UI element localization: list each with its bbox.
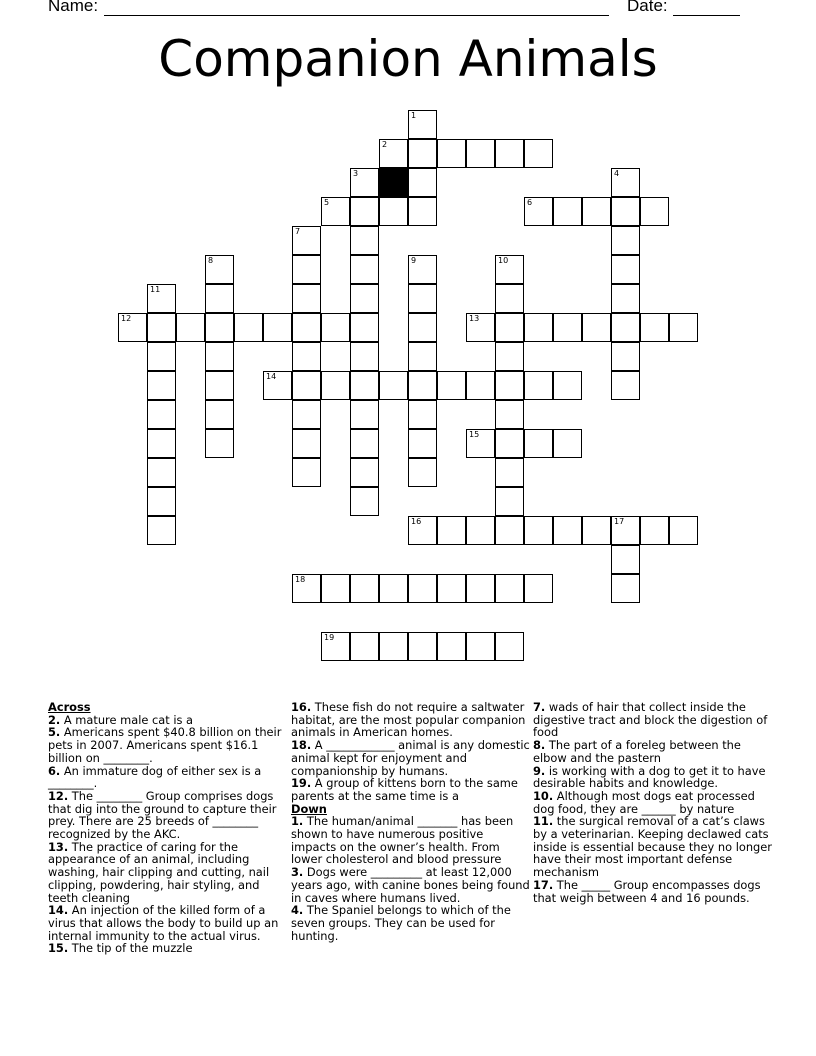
clue-item-number: 2.	[48, 712, 61, 727]
crossword-cell[interactable]	[611, 342, 640, 371]
crossword-cell[interactable]	[379, 139, 408, 168]
clue-item-number: 4.	[291, 903, 304, 918]
crossword-cell[interactable]	[611, 371, 640, 400]
crossword-cell[interactable]	[495, 458, 524, 487]
crossword-cell[interactable]	[466, 371, 495, 400]
crossword-cell[interactable]	[437, 371, 466, 400]
clue-number: 5	[324, 198, 330, 207]
clue-number: 7	[295, 227, 301, 236]
crossword-cell[interactable]	[524, 139, 553, 168]
crossword-cell[interactable]	[350, 197, 379, 226]
crossword-cell[interactable]	[524, 516, 553, 545]
clue-item-text: The ________ Group comprises dogs that dig into the ground to capture their prey. There are 25 breeds of ________ recognized by the AKC.	[48, 788, 277, 842]
clue-item-text: The tip of the muzzle	[68, 941, 193, 956]
crossword-cell[interactable]	[205, 342, 234, 371]
crossword-cell[interactable]	[379, 371, 408, 400]
crossword-cell[interactable]	[495, 284, 524, 313]
crossword-cell[interactable]	[292, 371, 321, 400]
clue-number: 11	[150, 285, 161, 294]
crossword-cell[interactable]	[408, 429, 437, 458]
clue-item-text: The human/animal _______ has been shown to have numerous positive impacts on the owner’s health. From lower cholesterol and blood pressure	[291, 814, 514, 867]
crossword-cell[interactable]	[292, 400, 321, 429]
clue-item	[291, 904, 531, 942]
crossword-cell[interactable]	[408, 197, 437, 226]
crossword-cell[interactable]	[495, 516, 524, 545]
clue-item-text: A mature male cat is a	[60, 712, 194, 727]
clue-number: 12	[121, 314, 132, 323]
crossword-cell[interactable]	[350, 574, 379, 603]
clue-number: 19	[324, 633, 335, 642]
crossword-cell[interactable]	[205, 284, 234, 313]
clue-item-number: 19.	[291, 776, 312, 791]
clue-item	[533, 739, 773, 764]
crossword-cell[interactable]	[553, 371, 582, 400]
crossword-cell[interactable]	[611, 255, 640, 284]
crossword-cell[interactable]	[408, 255, 437, 284]
clue-number: 17	[614, 517, 625, 526]
clue-number: 18	[295, 575, 306, 584]
crossword-cell[interactable]	[495, 429, 524, 458]
crossword-cell[interactable]	[611, 197, 640, 226]
clue-number: 6	[527, 198, 533, 207]
clue-item-text: The practice of caring for the appearance of an animal, including washing, hair clipping and cutting, nail clipping, powdering, hair styling, and teeth cleaning	[48, 839, 270, 905]
clue-item-number: 9.	[533, 763, 546, 778]
crossword-cell[interactable]	[408, 574, 437, 603]
crossword-cell[interactable]	[292, 284, 321, 313]
crossword-cell[interactable]	[495, 342, 524, 371]
crossword-cell[interactable]	[408, 371, 437, 400]
clue-item	[48, 726, 288, 764]
clue-item-text: A ____________ animal is any domestic animal kept for enjoyment and companionship by humans.	[291, 738, 530, 778]
crossword-cell[interactable]	[553, 313, 582, 342]
crossword-cell[interactable]	[350, 458, 379, 487]
crossword-cell[interactable]	[669, 313, 698, 342]
clue-item	[48, 790, 288, 841]
crossword-cell[interactable]	[350, 255, 379, 284]
crossword-cell[interactable]	[582, 197, 611, 226]
crossword-cell[interactable]	[292, 313, 321, 342]
crossword-cell[interactable]	[582, 313, 611, 342]
crossword-cell[interactable]	[524, 429, 553, 458]
date-label: Date:	[627, 0, 673, 15]
crossword-cell[interactable]	[495, 574, 524, 603]
crossword-cell[interactable]	[379, 197, 408, 226]
crossword-cell[interactable]	[350, 342, 379, 371]
crossword-cell[interactable]	[379, 632, 408, 661]
crossword-cell[interactable]	[292, 458, 321, 487]
crossword-cell[interactable]	[350, 168, 379, 197]
crossword-cell[interactable]	[408, 110, 437, 139]
clue-item-number: 17.	[533, 877, 554, 892]
crossword-cell[interactable]	[350, 487, 379, 516]
crossword-cell[interactable]	[611, 545, 640, 574]
clue-column-3	[533, 701, 773, 904]
crossword-cell[interactable]	[669, 516, 698, 545]
clue-item-text: Americans spent $40.8 billion on their pets in 2007. Americans spent $16.1 billion on ________.	[48, 725, 282, 765]
clue-item-text: The Spaniel belongs to which of the seven groups. They can be used for hunting.	[291, 903, 511, 943]
clue-item-number: 5.	[48, 725, 61, 740]
clue-item	[291, 815, 531, 866]
crossword-cell[interactable]	[321, 632, 350, 661]
crossword-cell[interactable]	[147, 429, 176, 458]
clue-column-2	[291, 701, 531, 942]
clue-item	[291, 739, 531, 777]
clue-item-text: A group of kittens born to the same parents at the same time is a	[291, 776, 518, 803]
crossword-cell[interactable]	[437, 139, 466, 168]
clue-item-text: These fish do not require a saltwater habitat, are the most popular companion animals in American homes.	[291, 700, 526, 740]
crossword-cell[interactable]	[147, 487, 176, 516]
crossword-cell[interactable]	[118, 313, 147, 342]
clue-number: 10	[498, 256, 509, 265]
crossword-cell[interactable]	[147, 458, 176, 487]
crossword-cell[interactable]	[176, 313, 205, 342]
crossword-cell[interactable]	[640, 197, 669, 226]
puzzle-title: Companion Animals	[158, 30, 658, 88]
crossword-cell[interactable]	[205, 400, 234, 429]
clue-item-text: The _____ Group encompasses dogs that weigh between 4 and 16 pounds.	[533, 877, 761, 905]
crossword-cell[interactable]	[292, 429, 321, 458]
clue-number: 9	[411, 256, 417, 265]
crossword-cell[interactable]	[350, 429, 379, 458]
clue-item-number: 6.	[48, 763, 61, 778]
clue-item	[291, 701, 531, 739]
clue-item-text: wads of hair that collect inside the digestive tract and block the digestion of food	[533, 700, 768, 740]
crossword-cell[interactable]	[640, 516, 669, 545]
crossword-cell[interactable]	[350, 371, 379, 400]
clue-number: 16	[411, 517, 422, 526]
crossword-cell[interactable]	[350, 284, 379, 313]
crossword-cell[interactable]	[292, 226, 321, 255]
crossword-cell[interactable]	[611, 313, 640, 342]
crossword-cell[interactable]	[292, 255, 321, 284]
clue-item-text: Although most dogs eat processed dog food, they are ______ by nature	[533, 788, 755, 816]
crossword-cell[interactable]	[611, 168, 640, 197]
clue-item-number: 15.	[48, 941, 69, 956]
crossword-cell[interactable]	[234, 313, 263, 342]
crossword-cell[interactable]	[263, 313, 292, 342]
clue-item-number: 7.	[533, 700, 546, 714]
crossword-cell[interactable]	[611, 226, 640, 255]
crossword-cell[interactable]	[524, 313, 553, 342]
crossword-cell[interactable]	[553, 516, 582, 545]
crossword-cell[interactable]	[263, 371, 292, 400]
crossword-cell[interactable]	[321, 197, 350, 226]
clue-item	[533, 701, 773, 739]
crossword-cell[interactable]	[321, 371, 350, 400]
crossword-cell[interactable]	[350, 313, 379, 342]
clue-item-number: 10.	[533, 788, 554, 803]
crossword-cell[interactable]	[495, 400, 524, 429]
crossword-cell[interactable]	[321, 313, 350, 342]
crossword-cell[interactable]	[408, 632, 437, 661]
crossword-cell[interactable]	[205, 429, 234, 458]
crossword-cell[interactable]	[408, 168, 437, 197]
down-heading: Down	[291, 801, 327, 816]
clue-number: 3	[353, 169, 359, 178]
crossword-cell[interactable]	[466, 516, 495, 545]
crossword-cell[interactable]	[147, 371, 176, 400]
crossword-cell[interactable]	[205, 371, 234, 400]
clue-item	[533, 879, 773, 904]
crossword-cell[interactable]	[611, 516, 640, 545]
crossword-cell[interactable]	[292, 574, 321, 603]
crossword-cell[interactable]	[640, 313, 669, 342]
crossword-cell[interactable]	[611, 284, 640, 313]
crossword-cell[interactable]	[495, 255, 524, 284]
across-heading: Across	[48, 700, 91, 714]
crossword-cell[interactable]	[437, 516, 466, 545]
crossword-cell[interactable]	[466, 574, 495, 603]
clue-item-number: 1.	[291, 814, 304, 829]
crossword-cell[interactable]	[495, 632, 524, 661]
crossword-cell[interactable]	[408, 313, 437, 342]
clue-item-text: The part of a foreleg between the elbow and the pastern	[533, 738, 741, 765]
crossword-cell[interactable]	[524, 574, 553, 603]
crossword-cell[interactable]	[408, 400, 437, 429]
crossword-cell[interactable]	[553, 197, 582, 226]
clue-item-text: Dogs were _________ at least 12,000 years ago, with canine bones being found in caves where humans lived.	[291, 865, 530, 905]
clue-number: 4	[614, 169, 620, 178]
crossword-cell[interactable]	[147, 313, 176, 342]
crossword-cell[interactable]	[147, 342, 176, 371]
clue-item-number: 18.	[291, 738, 312, 753]
crossword-cell[interactable]	[466, 429, 495, 458]
clue-item-number: 14.	[48, 903, 69, 918]
crossword-cell[interactable]	[147, 400, 176, 429]
clue-item	[48, 841, 288, 905]
crossword-cell[interactable]	[553, 429, 582, 458]
crossword-cell[interactable]	[495, 139, 524, 168]
crossword-cell[interactable]	[205, 313, 234, 342]
clue-item-text: An immature dog of either sex is a ________.	[48, 763, 262, 791]
clue-item	[291, 866, 531, 904]
crossword-cell[interactable]	[495, 487, 524, 516]
crossword-cell[interactable]	[205, 255, 234, 284]
clue-number: 13	[469, 314, 480, 323]
crossword-cell[interactable]	[321, 574, 350, 603]
clue-column-1	[48, 701, 288, 955]
clue-item-text: An injection of the killed form of a virus that allows the body to build up an internal immunity to the actual virus.	[48, 903, 279, 943]
clue-item-text: is working with a dog to get it to have desirable habits and knowledge.	[533, 763, 766, 791]
clue-item	[48, 942, 288, 955]
clue-item	[48, 904, 288, 942]
crossword-cell[interactable]	[408, 458, 437, 487]
blocked-cell	[379, 168, 408, 197]
clue-item-number: 3.	[291, 865, 304, 880]
clue-item-number: 8.	[533, 738, 546, 753]
name-label: Name:	[48, 0, 103, 15]
clue-item	[533, 765, 773, 790]
clue-item	[533, 815, 773, 879]
crossword-cell[interactable]	[350, 226, 379, 255]
crossword-cell[interactable]	[466, 632, 495, 661]
crossword-cell[interactable]	[147, 516, 176, 545]
clue-item-text: the surgical removal of a cat’s claws by a veterinarian. Keeping declawed cats inside is essential because they no longer have their most important defense mechanism	[533, 814, 772, 880]
crossword-cell[interactable]	[611, 574, 640, 603]
crossword-cell[interactable]	[582, 516, 611, 545]
crossword-cell[interactable]	[408, 516, 437, 545]
clue-number: 15	[469, 430, 480, 439]
clue-item-number: 12.	[48, 788, 69, 803]
clue-item-number: 16.	[291, 700, 312, 714]
clue-item	[533, 790, 773, 815]
crossword-cell[interactable]	[524, 197, 553, 226]
crossword-cell[interactable]	[350, 400, 379, 429]
crossword-cell[interactable]	[408, 139, 437, 168]
crossword-cell[interactable]	[495, 313, 524, 342]
crossword-cell[interactable]	[408, 284, 437, 313]
crossword-cell[interactable]	[495, 371, 524, 400]
clue-item	[291, 777, 531, 802]
crossword-cell[interactable]	[437, 632, 466, 661]
clue-item-number: 13.	[48, 839, 69, 854]
clue-item	[48, 765, 288, 790]
clue-number: 8	[208, 256, 214, 265]
clue-number: 14	[266, 372, 277, 381]
crossword-cell[interactable]	[350, 632, 379, 661]
crossword-cell[interactable]	[437, 574, 466, 603]
crossword-cell[interactable]	[292, 342, 321, 371]
clue-item-number: 11.	[533, 814, 554, 829]
clue-number: 2	[382, 140, 388, 149]
crossword-cell[interactable]	[408, 342, 437, 371]
clue-number: 1	[411, 111, 417, 120]
crossword-cell[interactable]	[147, 284, 176, 313]
crossword-cell[interactable]	[524, 371, 553, 400]
crossword-cell[interactable]	[379, 574, 408, 603]
crossword-cell[interactable]	[466, 139, 495, 168]
crossword-cell[interactable]	[466, 313, 495, 342]
